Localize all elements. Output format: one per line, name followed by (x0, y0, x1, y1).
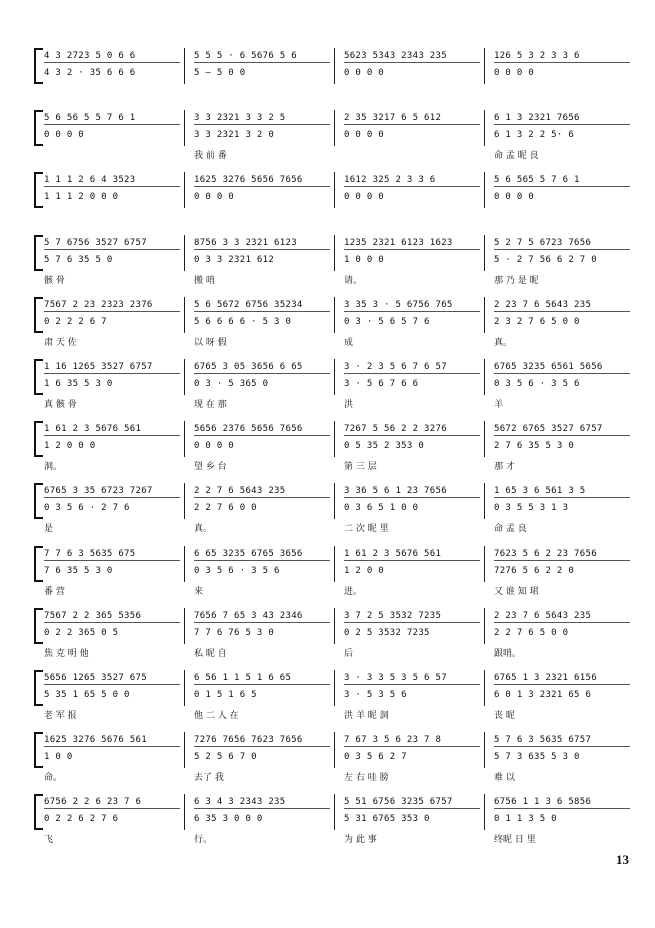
measure (334, 483, 485, 519)
measure (34, 608, 185, 644)
lyrics-row (34, 708, 634, 722)
measure (484, 483, 634, 519)
lyric-text: 二 次 昵 里 (344, 524, 389, 535)
lower-voice-notes: 0 0 0 0 (494, 192, 535, 203)
lower-voice-notes: 0 3 6 5 1 0 0 (344, 503, 419, 514)
upper-voice-notes: 6765 3 05 3656 6 65 (194, 362, 330, 374)
measure (184, 359, 335, 395)
upper-voice-notes: 7567 2 2 365 5356 (44, 611, 180, 623)
measure (34, 670, 185, 706)
measure (334, 48, 485, 84)
lyric-text: 他 二 人 在 (194, 711, 239, 721)
lower-voice-notes: 0 5 35 2 353 0 (344, 441, 425, 452)
upper-voice-notes: 6756 1 1 3 6 5856 (494, 797, 630, 809)
measure (484, 172, 634, 208)
lyrics-row (34, 397, 634, 411)
upper-voice-notes: 3 · 2 3 5 6 7 6 57 (344, 362, 480, 374)
upper-voice-notes: 2 35 3217 6 5 612 (344, 113, 480, 125)
lower-voice-notes: 0 3 5 5 3 1 3 (494, 503, 569, 514)
lyric-text: 老 军 报 (44, 711, 77, 721)
measure (334, 732, 485, 768)
measure (34, 732, 185, 768)
upper-voice-notes: 2 23 7 6 5643 235 (494, 611, 630, 623)
upper-voice-notes: 7267 5 56 2 2 3276 (344, 424, 480, 436)
lower-voice-notes: 5 31 6765 353 0 (344, 814, 430, 825)
upper-voice-notes: 6765 3 35 6723 7267 (44, 486, 180, 498)
lyric-text: 后 (344, 648, 354, 659)
lyric-text: 那 乃 是 昵 (494, 275, 539, 286)
lower-voice-notes: 5 35 1 65 5 0 0 (44, 690, 130, 700)
lower-voice-notes: 0 0 0 0 (344, 130, 385, 141)
measure (334, 359, 485, 395)
lyric-text: 洪 (344, 400, 354, 410)
lower-voice-notes: 0 1 5 1 6 5 (194, 690, 257, 700)
upper-voice-notes: 5 2 7 5 6723 7656 (494, 238, 630, 250)
lower-voice-notes: 0 0 0 0 (494, 68, 535, 78)
lower-voice-notes: 0 3 5 6 · 3 5 6 (494, 379, 580, 389)
measure (34, 794, 185, 830)
measure (484, 110, 634, 146)
measure (34, 235, 185, 271)
lower-voice-notes: 2 7 6 35 5 3 0 (494, 441, 575, 452)
upper-voice-notes: 5623 5343 2343 235 (344, 51, 480, 63)
lyric-text: 私 昵 自 (194, 648, 227, 659)
score-system (34, 48, 634, 98)
lyric-text: 来 (194, 586, 204, 597)
upper-voice-notes: 7 67 3 5 6 23 7 8 (344, 735, 480, 747)
upper-voice-notes: 1235 2321 6123 1623 (344, 238, 480, 250)
measure (334, 172, 485, 208)
lower-voice-notes: 5 7 3 635 5 3 0 (494, 752, 580, 763)
measure (34, 172, 185, 208)
lyric-text: 洪 羊 昵 洞 (344, 711, 389, 721)
measure (184, 670, 335, 706)
lower-voice-notes: 0 2 2 2 6 7 (44, 316, 107, 327)
lyric-text: 我 前 番 (194, 151, 227, 162)
measure (484, 235, 634, 271)
upper-voice-notes: 3 35 3 · 5 6756 765 (344, 300, 480, 312)
lyric-text: 命 孟 昵 良 (494, 151, 539, 162)
lower-voice-notes: 1 6 35 5 3 0 (44, 379, 113, 389)
measure (334, 670, 485, 706)
upper-voice-notes: 1 61 2 3 5676 561 (344, 549, 480, 561)
lower-voice-notes: 0 3 3 2321 612 (194, 254, 275, 265)
upper-voice-notes: 3 · 3 3 5 3 5 6 57 (344, 673, 480, 685)
lyric-text: 真。 (194, 524, 213, 535)
lower-voice-notes: 0 0 0 0 (44, 130, 85, 141)
lyric-text: 搬 哨 (194, 275, 215, 286)
measure (184, 483, 335, 519)
lower-voice-notes: 5 6 6 6 6 · 5 3 0 (194, 316, 292, 327)
upper-voice-notes: 5 5 5 · 6 5676 5 6 (194, 51, 330, 63)
measure (184, 235, 335, 271)
upper-voice-notes: 5656 1265 3527 675 (44, 673, 180, 685)
lyrics-row (34, 335, 634, 349)
measure (484, 794, 634, 830)
lower-voice-notes: 0 3 · 5 6 5 7 6 (344, 316, 430, 327)
upper-voice-notes: 126 5 3 2 3 3 6 (494, 51, 630, 63)
lyrics-row (34, 584, 634, 598)
lyric-text: 跟哨。 (494, 648, 522, 659)
lower-voice-notes: 0 0 0 0 (344, 192, 385, 203)
lower-voice-notes: 0 2 2 6 2 7 6 (44, 814, 119, 825)
upper-voice-notes: 7276 7656 7623 7656 (194, 735, 330, 747)
lower-voice-notes: 4 3 2 · 35 6 6 6 (44, 68, 136, 78)
upper-voice-notes: 5 6 5672 6756 35234 (194, 300, 330, 312)
upper-voice-notes: 4 3 2723 5 0 6 6 (44, 51, 180, 63)
upper-voice-notes: 6765 3235 6561 5656 (494, 362, 630, 374)
upper-voice-notes: 5672 6765 3527 6757 (494, 424, 630, 436)
lyric-text: 又 谁 知 珺 (494, 586, 539, 597)
lower-voice-notes: 7 7 6 76 5 3 0 (194, 627, 275, 638)
lyrics-row (34, 459, 634, 473)
lyric-text: 命。 (44, 773, 63, 784)
lyric-text: 那 才 (494, 462, 515, 473)
measure (34, 297, 185, 333)
lyric-text: 左 右 哇 膀 (344, 773, 389, 784)
lower-voice-notes: 5 2 5 6 7 0 (194, 752, 257, 763)
lower-voice-notes: 1 0 0 0 (344, 254, 385, 265)
measure (184, 794, 335, 830)
lyric-text: 真。 (494, 337, 513, 348)
lyric-text: 望 乡 台 (194, 462, 227, 473)
lower-voice-notes: 0 2 2 365 0 5 (44, 627, 119, 638)
upper-voice-notes: 1625 3276 5656 7656 (194, 175, 330, 187)
lower-voice-notes: 6 35 3 0 0 0 (194, 814, 263, 825)
lyric-text: 现 在 那 (194, 400, 227, 410)
lower-voice-notes: 3 3 2321 3 2 0 (194, 130, 275, 141)
lyric-text: 去了 我 (194, 773, 224, 784)
lower-voice-notes: 3 · 5 6 7 6 6 (344, 379, 419, 389)
upper-voice-notes: 6765 1 3 2321 6156 (494, 673, 630, 685)
lyrics-row (34, 148, 634, 162)
measure (484, 670, 634, 706)
upper-voice-notes: 5 7 6756 3527 6757 (44, 238, 180, 250)
lyric-text: 羊 (494, 400, 504, 410)
lyric-text: 行。 (194, 835, 213, 846)
lower-voice-notes: 2 2 7 6 5 0 0 (494, 627, 569, 638)
page-number: 13 (616, 852, 629, 867)
lyric-text: 难 以 (494, 773, 515, 784)
lower-voice-notes: 1 2 0 0 0 (44, 441, 96, 452)
lyric-text: 真 骸 骨 (44, 400, 77, 410)
lyric-text: 进。 (344, 586, 363, 597)
lower-voice-notes: 3 · 5 3 5 6 (344, 690, 407, 700)
upper-voice-notes: 7567 2 23 2323 2376 (44, 300, 180, 312)
upper-voice-notes: 7623 5 6 2 23 7656 (494, 549, 630, 561)
measure (334, 110, 485, 146)
upper-voice-notes: 6 56 1 1 5 1 6 65 (194, 673, 330, 685)
lower-voice-notes: 5 · 2 7 56 6 2 7 0 (494, 254, 597, 265)
measure (34, 359, 185, 395)
lyric-text: 终昵 日 里 (494, 835, 536, 846)
lyric-text: 命 孟 良 (494, 524, 527, 535)
measure (334, 421, 485, 457)
measure (334, 235, 485, 271)
upper-voice-notes: 1612 325 2 3 3 6 (344, 175, 480, 187)
lyric-text: 骸 骨 (44, 275, 65, 286)
upper-voice-notes: 6 65 3235 6765 3656 (194, 549, 330, 561)
lower-voice-notes: 1 2 0 0 (344, 565, 385, 576)
lyric-text: 丧 昵 (494, 711, 515, 721)
measure (484, 48, 634, 84)
lyrics-row (34, 832, 634, 846)
measure (34, 421, 185, 457)
lower-voice-notes: 7276 5 6 2 2 0 (494, 565, 575, 576)
upper-voice-notes: 1 1 1 2 6 4 3523 (44, 175, 180, 187)
measure (184, 608, 335, 644)
lower-voice-notes: 6 1 3 2 2 5· 6 (494, 130, 575, 141)
measure (334, 794, 485, 830)
upper-voice-notes: 5 6 565 5 7 6 1 (494, 175, 630, 187)
lyric-text: 成 (344, 337, 354, 348)
lower-voice-notes: 0 3 5 6 2 7 (344, 752, 407, 763)
lower-voice-notes: 2 2 7 6 0 0 (194, 503, 257, 514)
measure (334, 297, 485, 333)
lyric-text: 焦 克 明 他 (44, 648, 89, 659)
lower-voice-notes: 0 0 0 0 (194, 192, 235, 203)
measure (484, 608, 634, 644)
lyric-text: 第 三 层 (344, 462, 377, 473)
upper-voice-notes: 5 7 6 3 5635 6757 (494, 735, 630, 747)
lyric-text: 以 呀 假 (194, 337, 227, 348)
measure (484, 732, 634, 768)
lyrics-row (34, 646, 634, 660)
measure (484, 546, 634, 582)
lower-voice-notes: 0 0 0 0 (194, 441, 235, 452)
upper-voice-notes: 3 7 2 5 3532 7235 (344, 611, 480, 623)
measure (34, 483, 185, 519)
lyrics-row (34, 770, 634, 784)
lower-voice-notes: 1 1 1 2 0 0 0 (44, 192, 119, 203)
upper-voice-notes: 2 2 7 6 5643 235 (194, 486, 330, 498)
measure (184, 732, 335, 768)
lyric-text: 肃 天 佐 (44, 337, 77, 348)
measure (34, 48, 185, 84)
lower-voice-notes: 5 7 6 35 5 0 (44, 254, 113, 265)
lower-voice-notes: 0 2 5 3532 7235 (344, 627, 430, 638)
lyrics-row (34, 273, 634, 287)
lyric-text: 洞。 (44, 462, 63, 473)
measure (334, 608, 485, 644)
measure (184, 297, 335, 333)
lower-voice-notes: 0 0 0 0 (344, 68, 385, 78)
upper-voice-notes: 8756 3 3 2321 6123 (194, 238, 330, 250)
lyric-text: 番 营 (44, 586, 65, 597)
lower-voice-notes: 6 0 1 3 2321 65 6 (494, 690, 592, 700)
lyrics-row (34, 521, 634, 535)
upper-voice-notes: 3 3 2321 3 3 2 5 (194, 113, 330, 125)
lyric-text: 飞 (44, 835, 54, 846)
upper-voice-notes: 1 61 2 3 5676 561 (44, 424, 180, 436)
lower-voice-notes: 0 1 1 3 5 0 (494, 814, 557, 825)
lower-voice-notes: 2 3 2 7 6 5 0 0 (494, 316, 580, 327)
lyric-text: 请。 (344, 275, 363, 286)
lower-voice-notes: 0 3 5 6 · 3 5 6 (194, 565, 280, 576)
upper-voice-notes: 1625 3276 5676 561 (44, 735, 180, 747)
measure (334, 546, 485, 582)
lower-voice-notes: 1 0 0 (44, 752, 73, 763)
upper-voice-notes: 1 65 3 6 561 3 5 (494, 486, 630, 498)
lyric-text: 是 (44, 524, 54, 535)
lower-voice-notes: 5 — 5 0 0 (194, 68, 246, 78)
upper-voice-notes: 2 23 7 6 5643 235 (494, 300, 630, 312)
score-system (34, 172, 634, 222)
upper-voice-notes: 6 1 3 2321 7656 (494, 113, 630, 125)
upper-voice-notes: 5 6 56 5 5 7 6 1 (44, 113, 180, 125)
upper-voice-notes: 3 36 5 6 1 23 7656 (344, 486, 480, 498)
measure (484, 359, 634, 395)
upper-voice-notes: 6756 2 2 6 23 7 6 (44, 797, 180, 809)
lyric-text: 为 此 事 (344, 835, 377, 846)
measure (184, 546, 335, 582)
measure (184, 172, 335, 208)
upper-voice-notes: 6 3 4 3 2343 235 (194, 797, 330, 809)
upper-voice-notes: 7 7 6 3 5635 675 (44, 549, 180, 561)
measure (484, 297, 634, 333)
measure (34, 110, 185, 146)
measure (184, 48, 335, 84)
measure (184, 421, 335, 457)
upper-voice-notes: 7656 7 65 3 43 2346 (194, 611, 330, 623)
lower-voice-notes: 0 3 5 6 · 2 7 6 (44, 503, 130, 514)
upper-voice-notes: 1 16 1265 3527 6757 (44, 362, 180, 374)
measure (484, 421, 634, 457)
upper-voice-notes: 5 51 6756 3235 6757 (344, 797, 480, 809)
measure (184, 110, 335, 146)
upper-voice-notes: 5656 2376 5656 7656 (194, 424, 330, 436)
lower-voice-notes: 7 6 35 5 3 0 (44, 565, 113, 576)
measure (34, 546, 185, 582)
lower-voice-notes: 0 3 · 5 365 0 (194, 379, 269, 389)
